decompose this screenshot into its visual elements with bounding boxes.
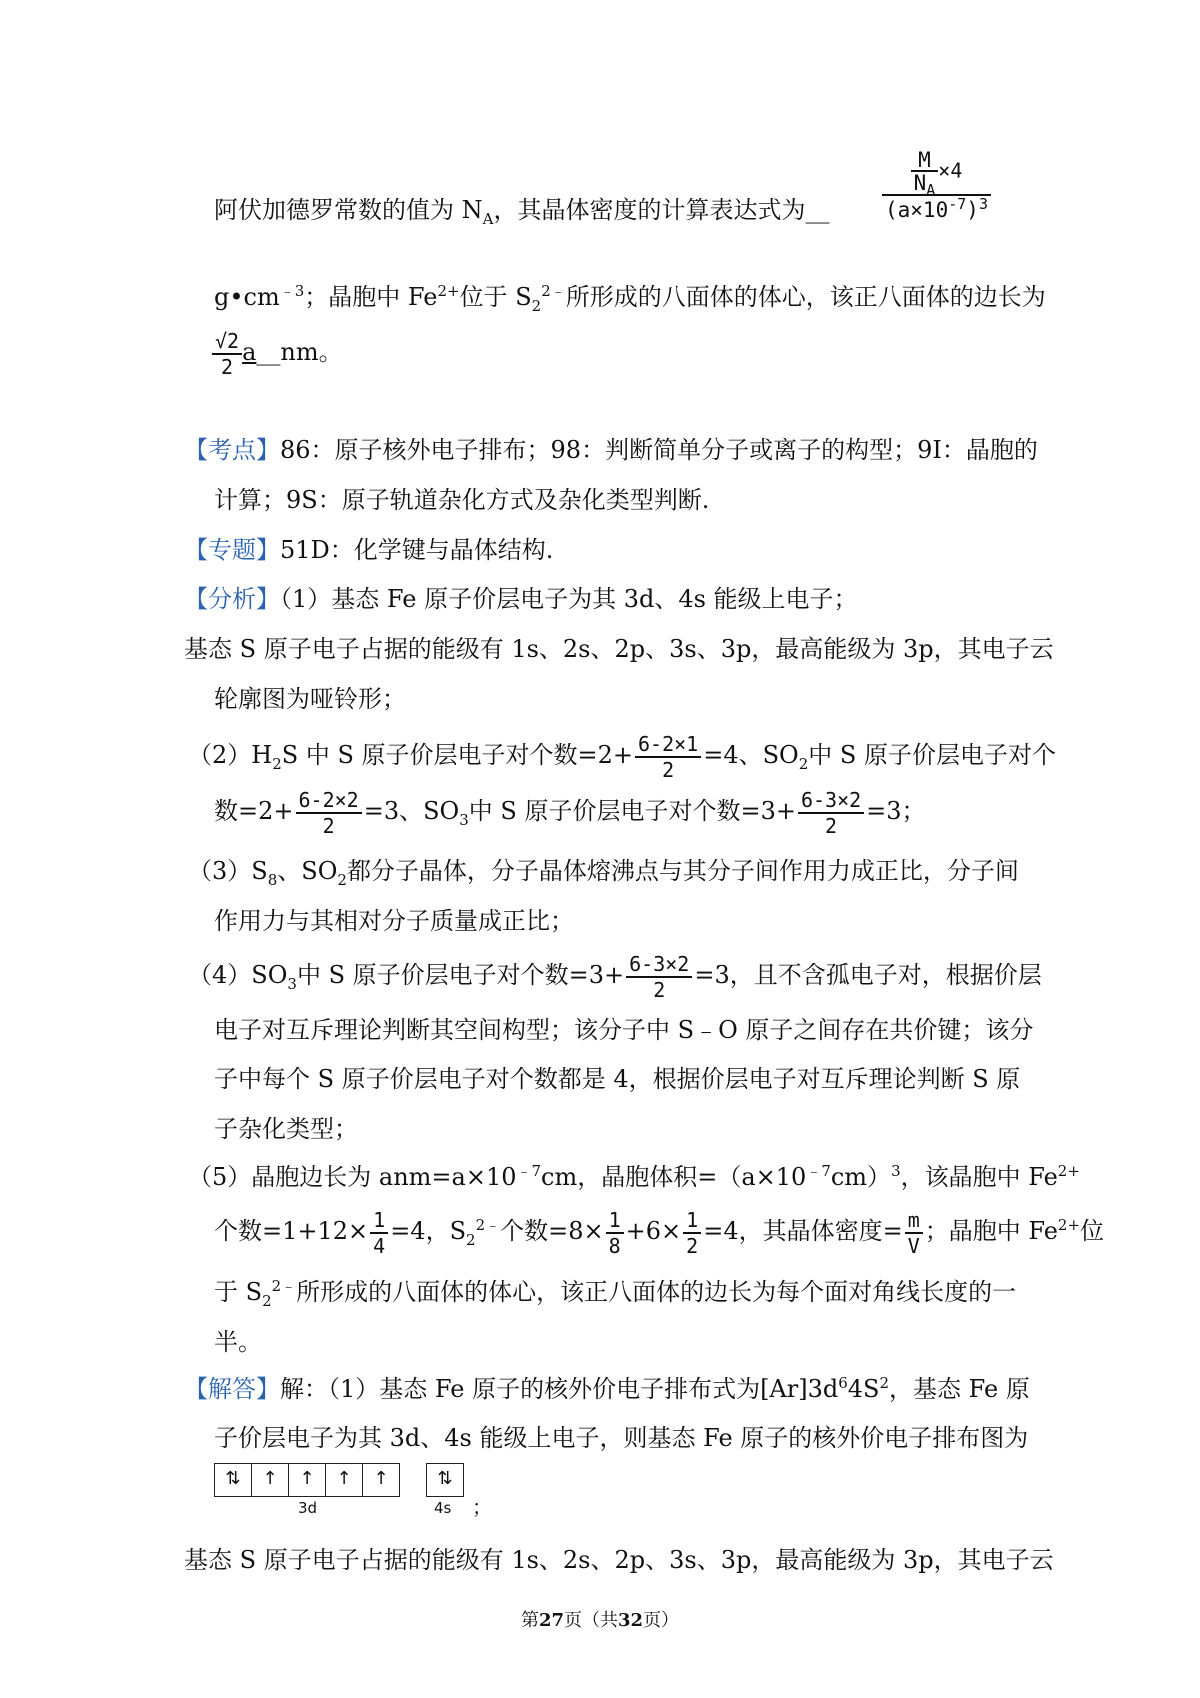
orbital-4s-box: ⇅ (426, 1463, 464, 1497)
kaodian-line-2: 计算；9S：原子轨道杂化方式及杂化类型判断. (214, 486, 710, 514)
fraction-m-over-v: $\frac{m}{V}$ (905, 1208, 923, 1258)
fraction-one-half: $\frac{1}{2}$ (683, 1208, 701, 1258)
fraction-so2: $\frac{6-2\times 2}{2}$ (296, 788, 362, 838)
fenxi-line-12: （5）晶胞边长为 $anm=a\times 10^{﹣7}cm$，晶胞体积$=(a\times 10^{﹣7}cm)^3$，该晶胞中 $Fe^{2+}$ (188, 1162, 1080, 1191)
fraction-so3-b: $\frac{6-3\times 2}{2}$ (626, 952, 692, 1002)
page-number: 27 (538, 1610, 564, 1631)
edge-length-line: $\frac{√2}{2}$ a__nm。 (212, 322, 343, 382)
orbital-4s-label: 4s (434, 1499, 452, 1517)
fenxi-line-11: 子杂化类型； (214, 1115, 358, 1143)
fe-position-line: $g•cm^{﹣3}$；晶胞中 $Fe^{2+}$位于 $S_2^{2﹣}$所形成的八面体的体心，该正八面体的边长为 (214, 282, 1046, 315)
density-line: 阿伏加德罗常数的值为 $N_A$，其晶体密度的计算表达式为__ (214, 196, 830, 228)
orbital-3d-box-4: ↑ (325, 1463, 363, 1497)
jieda-tag: 【解答】 (184, 1375, 280, 1403)
density-fraction: $\frac{M}{N_A}$ ×4 $(a\times 10^{-7})^3$ (882, 150, 991, 224)
zhuanti-line: 【专题】51D：化学键与晶体结构. (184, 536, 554, 564)
fenxi-line-15: 半。 (214, 1328, 262, 1356)
kaodian-line-1: 【考点】86：原子核外电子排布；98：判断简单分子或离子的构型；9I：晶胞的 (184, 436, 1038, 464)
page-footer: 第27页（共32页） (520, 1610, 680, 1631)
orbital-3d-label: 3d (298, 1499, 318, 1517)
jieda-line-2: 子价层电子为其 3d、4s 能级上电子，则基态 Fe 原子的核外价电子排布图为 (214, 1424, 1029, 1452)
zhuanti-tag: 【专题】 (184, 536, 280, 564)
fenxi-line-5: 数=2+ $\frac{6-2\times 2}{2}$ =3、$SO_3$中 S 原子价层电子对个数=3+ $\frac{6-3\times 2}{2}$ =3； (214, 787, 926, 838)
fenxi-line-4: $(2)H_2S$ 中 S 原子价层电子对个数=2+ $\frac{6-2\times 1}{2}$ =4、$SO_2$中 S 原子价层电子对个 (188, 731, 1056, 782)
orbital-3d-box-1: ⇅ (214, 1463, 252, 1497)
kaodian-tag: 【考点】 (184, 436, 280, 464)
fenxi-tag: 【分析】 (184, 585, 280, 613)
sqrt2-over-2: $\frac{√2}{2}$ (212, 329, 242, 379)
fenxi-line-7: 作用力与其相对分子质量成正比； (214, 907, 574, 935)
fraction-h2s: $\frac{6-2\times 1}{2}$ (635, 732, 701, 782)
orbital-diagram (214, 1463, 504, 1523)
orbital-3d-box-3: ↑ (288, 1463, 326, 1497)
total-pages: 32 (618, 1610, 644, 1631)
fenxi-line-2: 基态 S 原子电子占据的能级有 1s、2s、2p、3s、3p，最高能级为 3p，其电子云 (184, 635, 1054, 663)
fraction-so3: $\frac{6-3\times 2}{2}$ (798, 788, 864, 838)
fenxi-line-1: 【分析】（1）基态 Fe 原子价层电子为其 3d、4s 能级上电子； (184, 585, 858, 613)
fenxi-line-6: $(3)S_8$、$SO_2$都分子晶体，分子晶体熔沸点与其分子间作用力成正比，分子间 (188, 857, 1019, 889)
orbital-3d-box-5: ↑ (362, 1463, 400, 1497)
jieda-line-4: 基态 S 原子电子占据的能级有 1s、2s、2p、3s、3p，最高能级为 3p，其电子云 (184, 1546, 1054, 1574)
fenxi-line-14: 于 $S_2^{2﹣}$所形成的八面体的体心，该正八面体的边长为每个面对角线长度的一 (214, 1277, 1017, 1310)
jieda-line-1: 【解答】解：（1）基态 Fe 原子的核外价电子排布式为$[Ar]3d^64S^2$，基态 Fe 原 (184, 1374, 1030, 1403)
fraction-one-quarter: $\frac{1}{4}$ (370, 1208, 388, 1258)
fraction-one-eighth: $\frac{1}{8}$ (606, 1208, 624, 1258)
fenxi-line-9: 电子对互斥理论判断其空间构型；该分子中 S﹣O 原子之间存在共价键；该分 (214, 1016, 1034, 1044)
orbital-end-punct: ； (472, 1495, 492, 1519)
orbital-3d-box-2: ↑ (251, 1463, 289, 1497)
fenxi-line-3: 轮廓图为哑铃形； (214, 685, 406, 713)
fenxi-line-8: $(4)SO_3$中 S 原子价层电子对个数=3+ $\frac{6-3\times 2}{2}$ =3，且不含孤电子对，根据价层 (188, 951, 1042, 1002)
m-over-na: $\frac{M}{N_A}$ (911, 150, 939, 194)
fenxi-line-13: 个数=1+12× $\frac{1}{4}$ =4，$S_2^{2﹣}$个数=8× $\frac{1}{8}$ +6× $\frac{1}{2}$ =4，其晶体密度= $\frac{m}{V}$ ；晶胞中 $Fe^{2+}$位 (214, 1207, 1105, 1258)
fenxi-line-10: 子中每个 S 原子价层电子对个数都是 4，根据价层电子对互斥理论判断 S 原 (214, 1065, 1021, 1093)
